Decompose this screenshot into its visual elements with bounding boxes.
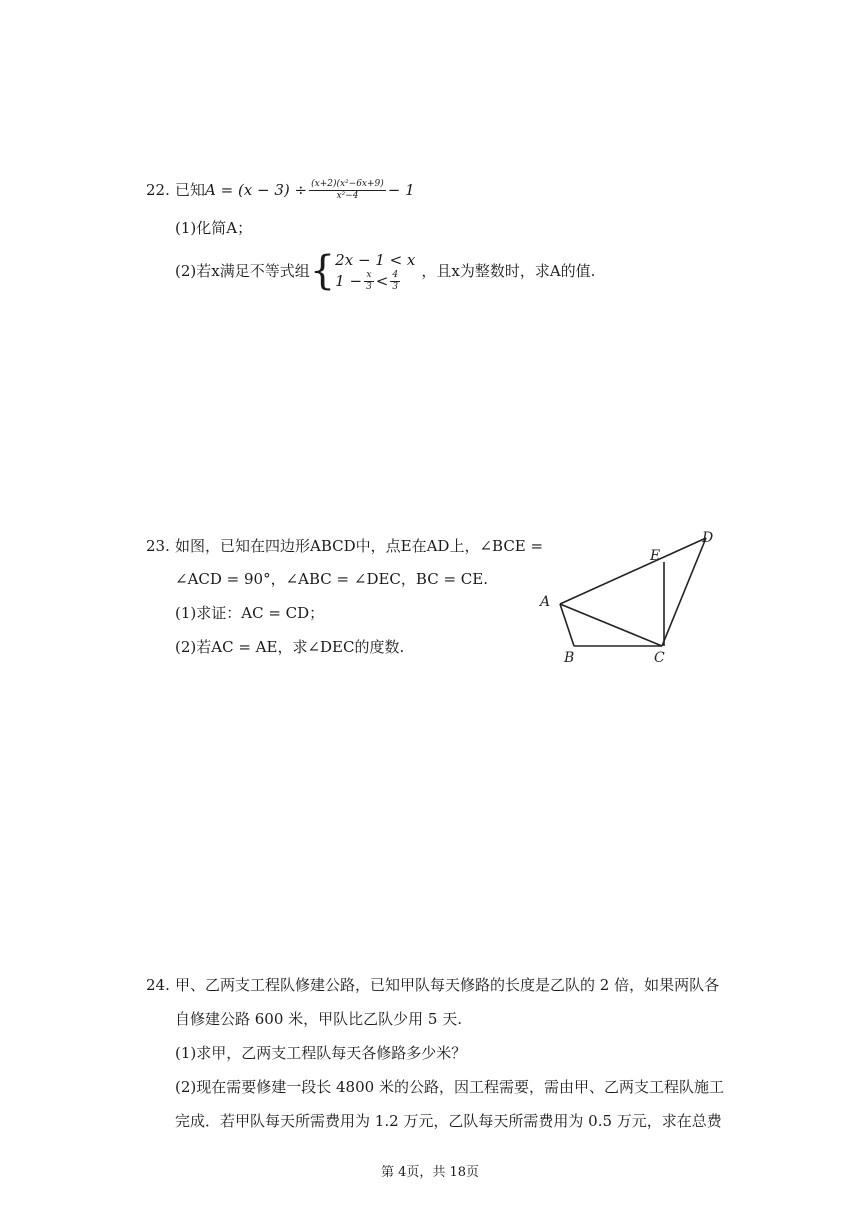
- q22-ineq2-mid: <: [375, 272, 389, 290]
- q23-number: 23.: [146, 537, 170, 555]
- segment-AD: [560, 538, 706, 604]
- q22-part2-suffix: ，且x为整数时，求A的值.: [421, 262, 596, 280]
- q22-part2: [175, 250, 595, 292]
- q24-line2: 自修建公路 600 米，甲队比乙队少用 5 天.: [175, 1010, 463, 1028]
- label-D: D: [702, 530, 714, 546]
- q22-part1: (1)化简A；: [175, 219, 253, 237]
- q22-frac-num: (x+2)(x²−6x+9): [311, 178, 384, 189]
- q22-ineq1: 2x − 1 < x: [335, 250, 416, 269]
- q22-expr-right: − 1: [387, 181, 415, 199]
- label-C: C: [654, 650, 665, 666]
- q22-inequalities: [335, 250, 415, 293]
- q22-part2-prefix: (2)若x满足不等式组: [175, 262, 310, 280]
- q22-ineq2-frac2-den: 3: [392, 281, 399, 292]
- q23-part1: (1)求证：AC = CD；: [175, 604, 325, 622]
- q22-brace: {: [309, 248, 336, 294]
- q22-number: 22.: [146, 181, 170, 199]
- q24-line1: 甲、乙两支工程队修建公路，已知甲队每天修路的长度是乙队的 2 倍，如果两队各: [175, 976, 720, 994]
- label-A: A: [540, 594, 551, 610]
- q24-part2-line1: (2)现在需要修建一段长 4800 米的公路，因工程需要，需由甲、乙两支工程队施工: [175, 1078, 724, 1096]
- q24-part1: (1)求甲，乙两支工程队每天各修路多少米？: [175, 1044, 467, 1062]
- quadrilateral-lines: [560, 538, 706, 646]
- label-E: E: [650, 548, 661, 564]
- segment-AC: [560, 604, 662, 646]
- q22-ineq2-frac: [364, 270, 374, 293]
- q22-stem: [175, 172, 415, 208]
- q22-ineq2-frac-den: 3: [366, 281, 372, 292]
- q22-ineq2-frac-num: x: [364, 270, 374, 282]
- q22-ineq2-frac2: [390, 270, 400, 293]
- q22-stem-prefix: 已知: [175, 181, 206, 199]
- segment-BA: [560, 604, 574, 646]
- q22-ineq2-frac2-num: 4: [392, 269, 399, 280]
- label-B: B: [564, 650, 575, 666]
- q24-number: 24.: [146, 976, 170, 994]
- q22-ineq2: [335, 270, 415, 293]
- q23-line2: ∠ACD = 90°，∠ABC = ∠DEC，BC = CE.: [175, 570, 488, 588]
- q23-part2: (2)若AC = AE，求∠DEC的度数.: [175, 638, 405, 656]
- q22-fraction: [309, 179, 386, 202]
- q22-expr-left: A = (x − 3) ÷: [205, 181, 308, 199]
- q22-frac-den: x²−4: [336, 190, 359, 201]
- page-footer: 第 4页，共 18页: [380, 1165, 480, 1180]
- q22-ineq2-left: 1 −: [335, 272, 363, 290]
- q23-figure: [536, 524, 726, 670]
- q23-line1: 如图，已知在四边形ABCD中，点E在AD上，∠BCE =: [175, 537, 544, 555]
- q24-part2-line2: 完成．若甲队每天所需费用为 1.2 万元，乙队每天所需费用为 0.5 万元，求在总费: [175, 1112, 722, 1130]
